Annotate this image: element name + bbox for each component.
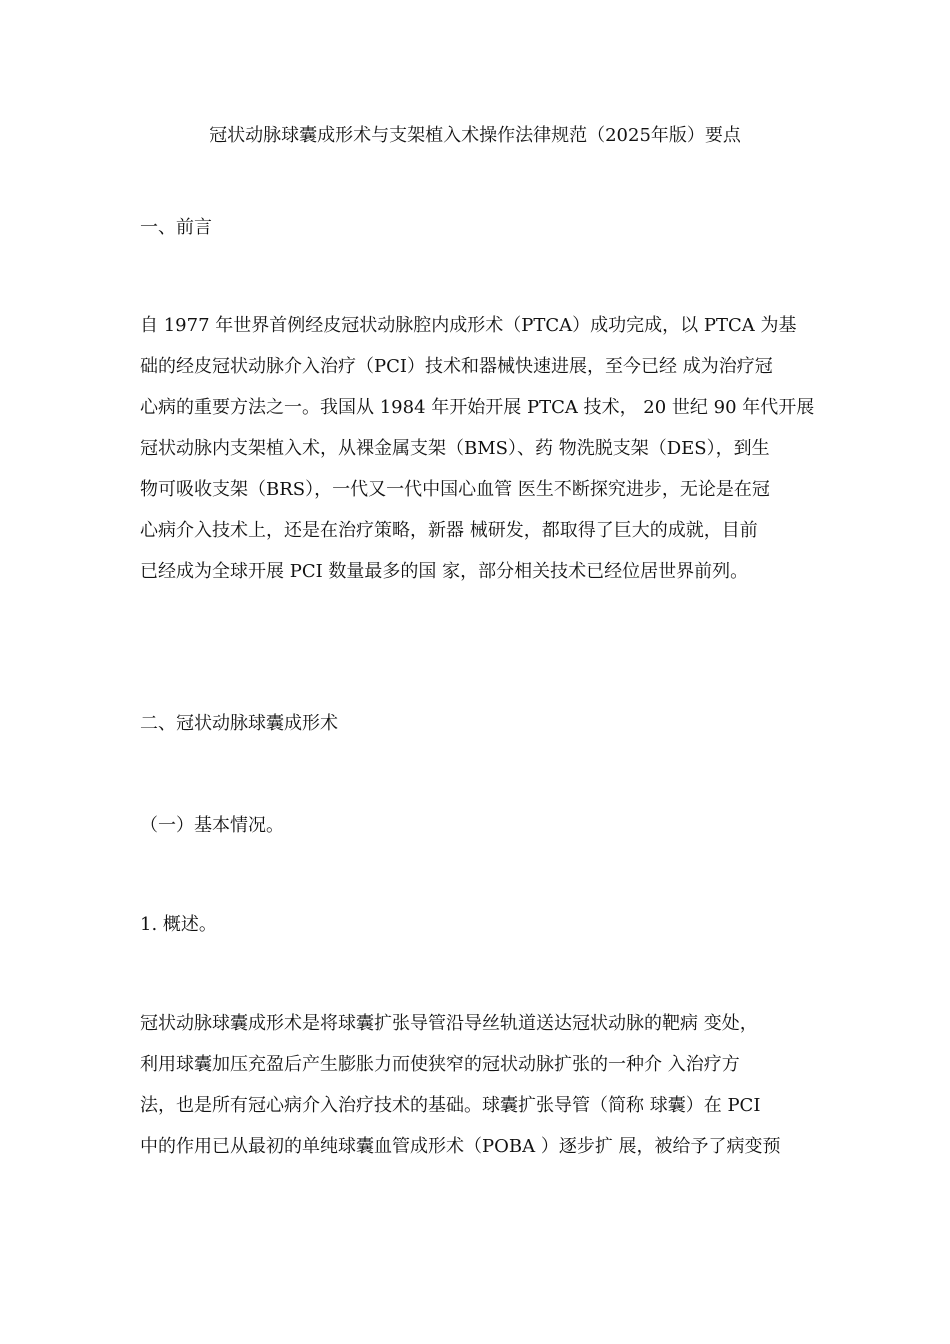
paragraph-line: 冠状动脉内支架植入术，从裸金属支架（BMS）、药 物洗脱支架（DES），到生	[140, 438, 770, 459]
paragraph-line: 法，也是所有冠心病介入治疗技术的基础。球囊扩张导管（简称 球囊）在 PCI	[140, 1095, 761, 1116]
paragraph-line: 础的经皮冠状动脉介入治疗（PCI）技术和器械快速进展，至今已经 成为治疗冠	[140, 356, 773, 377]
overview-paragraph	[140, 1003, 820, 1167]
paragraph-line: 心病介入技术上，还是在治疗策略，新器 械研发，都取得了巨大的成就，目前	[140, 520, 758, 541]
section-heading-preface: 一、前言	[140, 217, 212, 238]
preface-paragraph	[140, 305, 820, 592]
paragraph-line: 已经成为全球开展 PCI 数量最多的国 家，部分相关技术已经位居世界前列。	[140, 561, 749, 582]
paragraph-line: 心病的重要方法之一。我国从 1984 年开始开展 PTCA 技术， 20 世纪 90 年代开展	[140, 397, 815, 418]
subsection-heading-basics: （一）基本情况。	[140, 815, 284, 836]
paragraph-line: 中的作用已从最初的单纯球囊血管成形术（POBA ）逐步扩 展，被给予了病变预	[140, 1136, 781, 1157]
paragraph-line: 自 1977 年世界首例经皮冠状动脉腔内成形术（PTCA）成功完成，以 PTCA 为基	[140, 315, 797, 336]
paragraph-line: 利用球囊加压充盈后产生膨胀力而使狭窄的冠状动脉扩张的一种介 入治疗方	[140, 1054, 740, 1075]
paragraph-line: 物可吸收支架（BRS），一代又一代中国心血管 医生不断探究进步，无论是在冠	[140, 479, 770, 500]
document-title: 冠状动脉球囊成形术与支架植入术操作法律规范（2025年版）要点	[209, 125, 741, 146]
paragraph-line: 冠状动脉球囊成形术是将球囊扩张导管沿导丝轨道送达冠状动脉的靶病 变处，	[140, 1013, 758, 1034]
item-heading-overview: 1. 概述。	[140, 914, 217, 935]
section-heading-balloon-angioplasty: 二、冠状动脉球囊成形术	[140, 713, 338, 734]
